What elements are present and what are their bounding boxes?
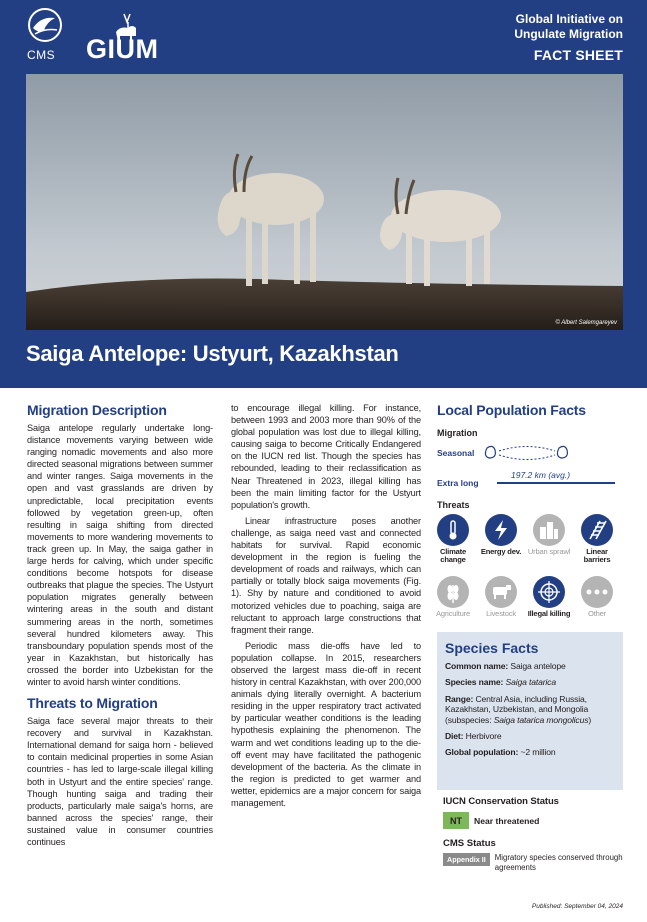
cms-logo-text: CMS [27, 48, 56, 62]
local-population-heading: Local Population Facts [437, 402, 586, 418]
migration-distance: 197.2 km (avg.) [511, 470, 571, 480]
gium-logo-text: GIUM [86, 34, 159, 64]
threat-label: Agriculture [435, 609, 471, 618]
saiga-photo [26, 74, 623, 330]
thermometer-icon [437, 514, 469, 546]
column-left [27, 402, 213, 848]
common-name-label: Common name: [445, 661, 509, 671]
threats-paragraph-1a: Saiga face several major threats to their recovery and survival in Kazakhstan. International demand for saiga horn - believed to contain medicinal properties in some Asian countries - has led to large-scale illegal killing both in Ustyurt and the entire species' range. Though hunting saiga and trading their products, particularly male saiga's horns, are banned across the species' range, their sustained value in consumer countries continues [27, 716, 213, 847]
fact-range [445, 694, 615, 725]
threat-linear-barriers [575, 514, 619, 565]
diet-value: Herbivore [465, 731, 502, 742]
range-subspecies: Saiga tatarica mongolicus [493, 714, 589, 725]
threat-urban-sprawl [527, 514, 571, 556]
threat-other [575, 576, 619, 618]
migration-label: Migration [437, 428, 478, 438]
range-value: Central Asia, including Russia, Kazakhstan, Uzbekistan, and Mongolia (subspecies: [445, 693, 589, 725]
species-facts-heading: Species Facts [445, 640, 539, 656]
appendix-badge: Appendix II [443, 853, 490, 866]
global-population-value: ~2 million [520, 747, 556, 758]
global-population-label: Global population: [445, 747, 519, 758]
threat-label: Energy dev. [480, 547, 522, 556]
fact-diet [445, 731, 615, 741]
status-block [443, 796, 623, 872]
header-banner [0, 0, 647, 388]
fact-species-name [445, 677, 615, 687]
threat-climate-change [431, 514, 475, 565]
local-population-facts [435, 402, 623, 618]
threats-paragraph-1b: to encourage illegal killing. For instance, between 1993 and 2003 more than 90% of the global population was lost due to illegal killing, causing saiga to become Critically Endangered on the IUCN red list. Though the species has rebounded, leading to their reclassification as Near Threatened in 2023, illegal killing has been the main limiting factor for the Ustyurt population's growth. [231, 403, 421, 510]
iucn-status-text: Near threatened [474, 815, 540, 826]
cow-icon [485, 576, 517, 608]
extra-long-label: Extra long [437, 478, 479, 488]
org-line-1: Global Initiative on [515, 12, 623, 26]
diet-label: Diet: [445, 731, 464, 742]
threats-paragraph-2: Linear infrastructure poses another challenge, as saiga need vast and connected habitats for survival. Rapid economic development in the region is fueling the development of roads and railways, which can partially or totally block saiga movements (Fig. 1). Shy by nature and conditioned to avoid motorized vehicles due to poaching, saiga are reluctant to approach large constructions that fragment their range. [231, 515, 421, 635]
species-facts-box [437, 632, 623, 790]
iucn-status-row [443, 812, 623, 829]
threats-heading: Threats to Migration [27, 695, 158, 712]
wheat-icon [437, 576, 469, 608]
threat-livestock [479, 576, 523, 618]
migration-description-text: Saiga antelope regularly undertake long-distance movements varying between wide ranging nomadic movements and also more directed seasonal migrations between summer and winter ranges. Saiga movements in the open and vast grasslands are driven by unpredictable, local precipitation events followed by vegetation green-up, often resulting in saiga shifting from directed movements to more wandering movements to track green up. In May, the saiga gather in large herds for calving, which under specific conditions become hotspots for disease outbreaks that plague the species. The Ustyurt population migrates generally between wintering areas in the south and distant summering areas in the north, sometimes several hundred kilometers away. This transboundary population spends most of the year in Kazakhstan, but historically has crossed the border into Uzbekistan for the winter to avoid harsh winter conditions. [27, 423, 213, 687]
cms-heading: CMS Status [443, 838, 496, 849]
species-name-value: Saiga tatarica [505, 677, 556, 688]
saiga-illustration [26, 74, 623, 330]
threat-label: Livestock [486, 609, 516, 618]
threat-label: Climate change [439, 547, 467, 565]
lightning-icon [485, 514, 517, 546]
page-title: Saiga Antelope: Ustyurt, Kazakhstan [26, 341, 399, 366]
range-label: Range: [445, 693, 474, 704]
threats-label: Threats [437, 500, 470, 510]
published-date: Published: September 04, 2024 [531, 903, 623, 910]
threat-energy-dev [479, 514, 523, 556]
threats-paragraph-3: Periodic mass die-offs have led to population collapse. In 2015, researchers observed the largest mass die-off in recent history in central Kazakhstan, with over 200,000 animals dying literally overnight. A bacterium residing in the upper respiratory tract activated by particular weather conditions is the leading hypothesis explaining the phenomenon. The warm and wet conditions leading up to the die-off event may have facilitated the pathogenic development of the bacteria. As the climate in the region is predicted to get warmer and wetter, epidemics are a major concern for saiga management. [231, 640, 421, 808]
distance-line [497, 482, 615, 484]
common-name-value: Saiga antelope [510, 661, 566, 671]
species-name-label: Species name: [445, 677, 504, 688]
org-line-2: Ungulate Migration [514, 27, 623, 41]
threat-label: Linear barriers [583, 547, 611, 565]
threat-label: Illegal killing [527, 609, 571, 618]
photo-credit: © Albert Salemgareyev [555, 320, 617, 326]
range-end: ) [588, 714, 592, 725]
threat-illegal-killing [527, 576, 571, 618]
fact-global-population [445, 747, 615, 757]
org-block [514, 12, 623, 63]
cms-status-text: Migratory species conserved through agreements [494, 853, 623, 872]
cms-status-row [443, 853, 623, 872]
fact-common-name [445, 661, 615, 671]
column-middle [231, 402, 421, 809]
iucn-heading: IUCN Conservation Status [443, 796, 559, 807]
threat-label: Urban sprawl [527, 547, 571, 556]
seasonal-migration-icon [483, 442, 571, 464]
crosshair-icon [533, 576, 565, 608]
migration-description-heading: Migration Description [27, 402, 167, 418]
seasonal-label: Seasonal [437, 448, 475, 458]
dots-icon [581, 576, 613, 608]
threat-agriculture [431, 576, 475, 618]
threat-label: Other [588, 609, 606, 618]
railway-icon [581, 514, 613, 546]
iucn-badge: NT [443, 812, 469, 829]
fact-sheet-label: FACT SHEET [533, 47, 623, 63]
buildings-icon [533, 514, 565, 546]
